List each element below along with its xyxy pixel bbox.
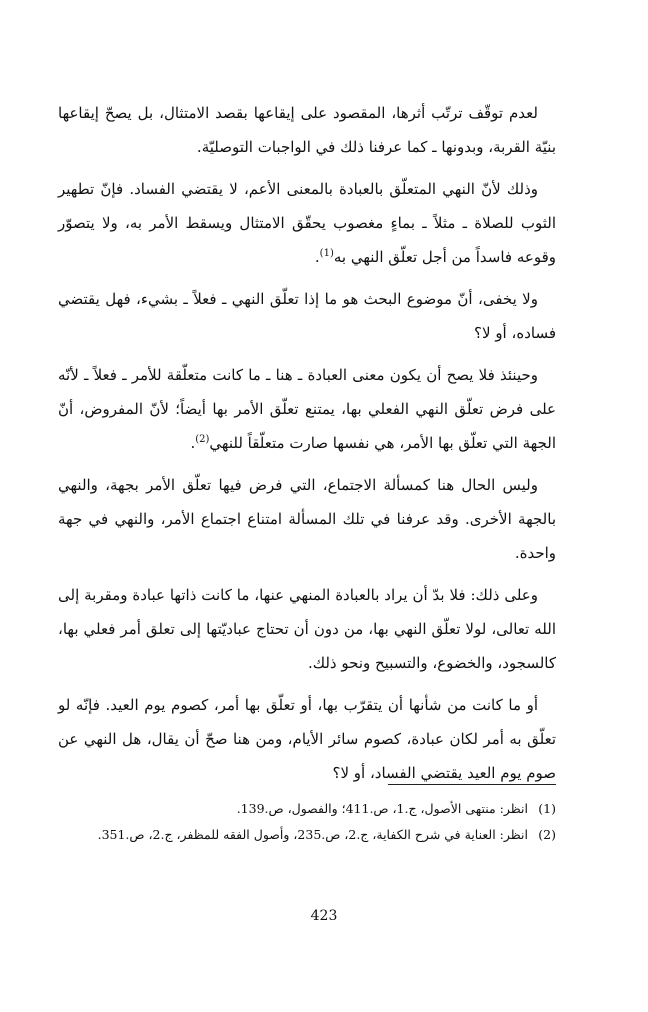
paragraph-2-end: .	[314, 248, 320, 266]
footnote-1-number: (1)	[538, 801, 556, 816]
footnote-2-text: انظر: العناية في شرح الكفاية، ج.2، ص.235، وأصول الفقه للمظفر، ج.2، ص.351.	[97, 827, 528, 842]
main-text	[58, 96, 556, 798]
paragraph-5: وليس الحال هنا كمسألة الاجتماع، التي فرض فيها تعلّق الأمر بجهة، والنهي بالجهة الأخرى. وقد عرفنا في تلك المسألة امتناع اجتماع الأمر، والنهي في جهة واحدة.	[58, 476, 556, 562]
footnote-ref-1[interactable]: (1)	[319, 248, 334, 259]
footnote-1	[58, 796, 556, 822]
footnote-ref-2[interactable]: (2)	[195, 434, 210, 445]
paragraph-4-end: .	[190, 434, 196, 452]
paragraph-6: وعلى ذلك: فلا بدّ أن يراد بالعبادة المنهي عنها، ما كانت ذاتها عبادة ومقربة إلى الله تعالى، لولا تعلّق النهي بها، من دون أن تحتاج عباديّتها إلى تعلق أمر فعلي بها، كالسجود، والخضوع، والتسبيح ونحو ذلك.	[58, 586, 556, 672]
footnote-1-text: انظر: منتهى الأصول، ج.1، ص.411؛ والفصول، ص.139.	[236, 801, 528, 816]
footnote-2-number: (2)	[538, 827, 556, 842]
page-number: 423	[310, 908, 338, 924]
paragraph-7: أو ما كانت من شأنها أن يتقرّب بها، أو تعلّق بها أمر، كصوم يوم العيد. فإنّه لو تعلّق به أمر لكان عبادة، كصوم سائر الأيام، ومن هنا صحّ أن يقال، هل النهي عن صوم يوم العيد يقتضي الفساد، أو لا؟	[58, 696, 556, 782]
paragraph-2-text: وذلك لأنّ النهي المتعلّق بالعبادة بالمعنى الأعم، لا يقتضي الفساد. فإنّ تطهير الثوب للصلاة ـ مثلاً ـ بماءٍ مغصوب يحقّق الامتثال ويسقط الأمر به، ولا يتصوّر وقوعه فاسداً من أجل تعلّق النهي به	[58, 180, 556, 266]
footnote-2	[58, 822, 556, 848]
paragraph-4-text: وحينئذ فلا يصح أن يكون معنى العبادة ـ هنا ـ ما كانت متعلّقة للأمر ـ فعلاً ـ لأنّه على فرض تعلّق النهي الفعلي بها، يمتنع تعلّق الأمر بها أيضاً؛ لأنّ المفروض، أنّ الجهة التي تعلّق بها الأمر، هي نفسها صارت متعلّقاً للنهي	[58, 366, 556, 452]
paragraph-3: ولا يخفى، أنّ موضوع البحث هو ما إذا تعلّق النهي ـ فعلاً ـ بشيء، فهل يقتضي فساده، أو لا؟	[58, 290, 556, 342]
footnote-divider	[388, 784, 556, 785]
paragraph-2	[58, 172, 556, 274]
paragraph-4	[58, 358, 556, 460]
footnotes	[58, 796, 556, 848]
paragraph-1: لعدم توقّف ترتّب أثرها، المقصود على إيقاعها بقصد الامتثال، بل يصحّ إيقاعها بنيّة القربة، وبدونها ـ كما عرفنا ذلك في الواجبات التوصليّة.	[58, 104, 556, 156]
